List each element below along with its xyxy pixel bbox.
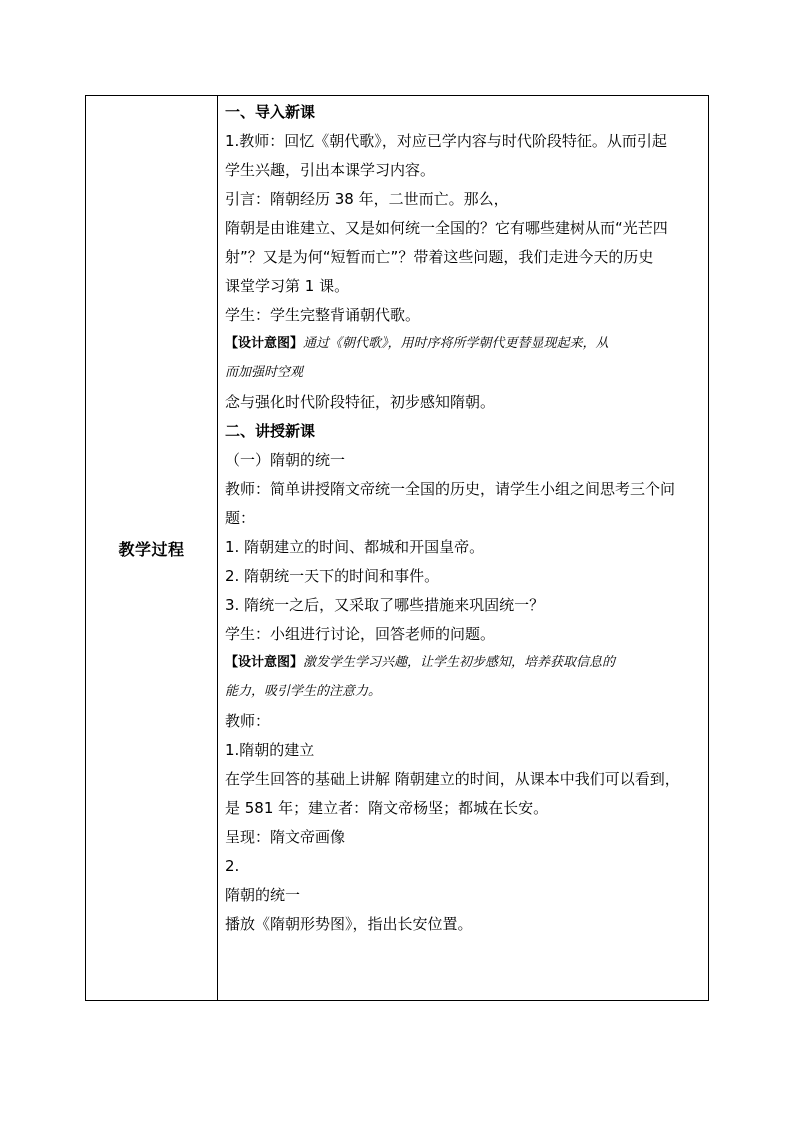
- column-divider: [217, 96, 218, 1000]
- design-intent-line: [225, 653, 615, 673]
- line-text: 2. 隋朝统一天下的时间和事件。: [225, 567, 440, 585]
- line-text: 3. 隋统一之后，又采取了哪些措施来巩固统一？: [225, 596, 545, 614]
- text-line: [225, 160, 435, 180]
- left-cell: [86, 96, 217, 1000]
- section-heading: [225, 421, 315, 441]
- line-text: 播放《隋朝形势图》，指出长安位置。: [225, 915, 473, 933]
- line-text: 射”？又是为何“短暂而亡”？带着这些问题，我们走进今天的历史: [225, 248, 654, 266]
- text-line: [225, 131, 667, 151]
- text-line: [225, 914, 473, 934]
- line-text: 而加强时空观: [225, 365, 304, 380]
- line-text: 一、导入新课: [225, 103, 316, 121]
- lesson-table: [85, 95, 709, 1001]
- line-text: 题：: [225, 509, 256, 527]
- text-line: [225, 508, 255, 528]
- text-line: [225, 450, 345, 470]
- line-text: 教师：简单讲授隋文帝统一全国的历史，请学生小组之间思考三个问: [225, 480, 676, 498]
- line-text: 1.隋朝的建立: [225, 741, 315, 759]
- text-line: [225, 740, 314, 760]
- line-text: 能力，吸引学生的注意力。: [225, 684, 382, 699]
- line-text: 1.教师：回忆《朝代歌》，对应已学内容与时代阶段特征。从而引起: [225, 132, 667, 150]
- text-line: [225, 856, 239, 876]
- design-intent-tag: 【设计意图】: [225, 336, 304, 351]
- line-text: 隋朝是由谁建立、又是如何统一全国的？它有哪些建树从而“光芒四: [225, 219, 668, 237]
- design-intent-line: [225, 363, 303, 383]
- text-line: [225, 305, 420, 325]
- design-intent-line: [225, 682, 381, 702]
- line-text: 2.: [225, 857, 240, 875]
- text-line: [225, 276, 349, 296]
- line-text: 通过《朝代歌》，用时序将所学朝代更替显现起来，从: [303, 336, 609, 351]
- text-line: [225, 624, 495, 644]
- line-text: 二、讲授新课: [225, 422, 316, 440]
- content-cell: [225, 102, 703, 982]
- line-text: 呈现：隋文帝画像: [225, 828, 346, 846]
- line-text: 学生兴趣，引出本课学习内容。: [225, 161, 436, 179]
- section-heading: [225, 102, 315, 122]
- section-label: 教学过程: [118, 539, 185, 559]
- line-text: 激发学生学习兴趣，让学生初步感知，培养获取信息的: [303, 655, 616, 670]
- line-text: 念与强化时代阶段特征，初步感知隋朝。: [225, 393, 496, 411]
- text-line: [225, 479, 675, 499]
- text-line: [225, 595, 544, 615]
- line-text: （一）隋朝的统一: [225, 451, 346, 469]
- line-text: 在学生回答的基础上讲解 隋朝建立的时间，从课本中我们可以看到，: [225, 770, 680, 788]
- line-text: 学生：小组进行讨论，回答老师的问题。: [225, 625, 496, 643]
- text-line: [225, 827, 345, 847]
- text-line: [225, 218, 668, 238]
- design-intent-line: [225, 334, 609, 354]
- text-line: [225, 885, 300, 905]
- text-line: [225, 769, 680, 789]
- line-text: 引言：隋朝经历 38 年，二世而亡。那么，: [225, 190, 509, 208]
- text-line: [225, 798, 548, 818]
- text-line: [225, 247, 653, 267]
- text-line: [225, 392, 495, 412]
- line-text: 隋朝的统一: [225, 886, 301, 904]
- line-text: 学生：学生完整背诵朝代歌。: [225, 306, 421, 324]
- text-line: [225, 189, 509, 209]
- text-line: [225, 711, 270, 731]
- line-text: 教师：: [225, 712, 271, 730]
- text-line: [225, 566, 439, 586]
- design-intent-tag: 【设计意图】: [225, 655, 304, 670]
- line-text: 是 581 年；建立者：隋文帝杨坚；都城在长安。: [225, 799, 549, 817]
- line-text: 1. 隋朝建立的时间、都城和开国皇帝。: [225, 538, 485, 556]
- line-text: 课堂学习第 1 课。: [225, 277, 350, 295]
- text-line: [225, 537, 484, 557]
